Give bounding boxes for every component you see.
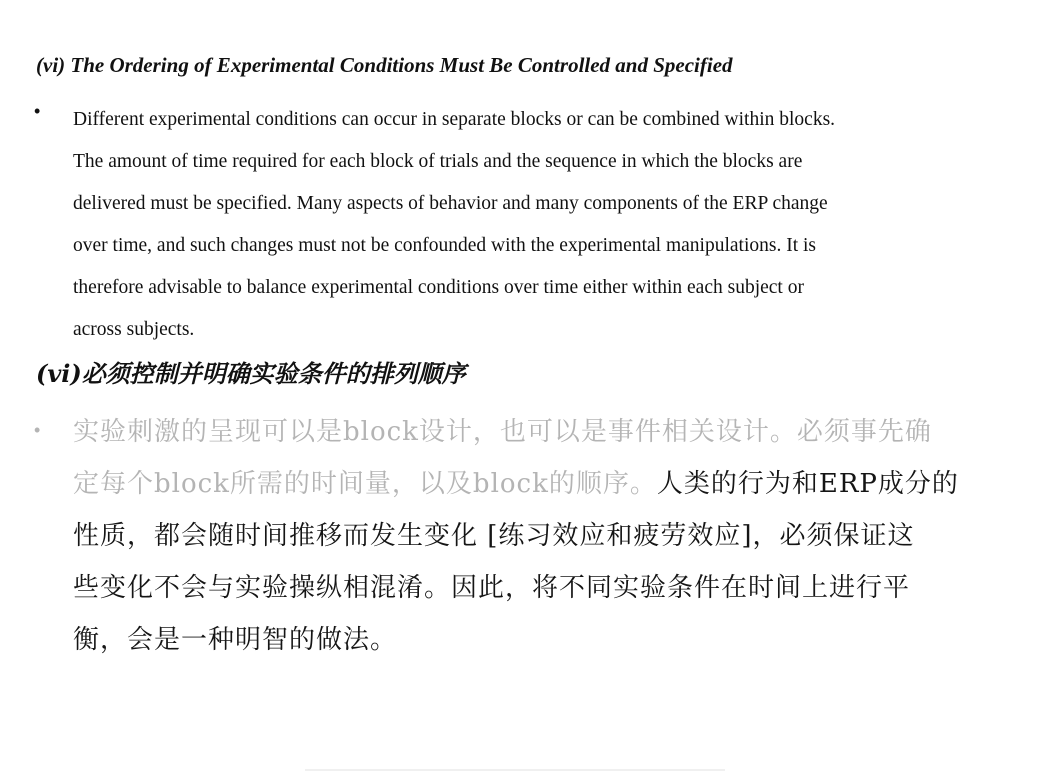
- english-heading: (vi) The Ordering of Experimental Conditions Must Be Controlled and Specified: [36, 53, 733, 77]
- chinese-bullet: •: [34, 420, 41, 440]
- divider: [305, 769, 725, 771]
- chinese-highlighted-text: 人类的行为和ERP成分的: [656, 469, 959, 499]
- english-line: therefore advisable to balance experimental conditions over time either within each subject or: [73, 277, 804, 298]
- chinese-line: 实验刺激的呈现可以是block设计，也可以是事件相关设计。必须事先确: [73, 417, 932, 447]
- english-line: across subjects.: [73, 319, 195, 340]
- chinese-heading: (vi)必须控制并明确实验条件的排列顺序: [36, 359, 466, 388]
- english-line: over time, and such changes must not be confounded with the experimental manipulations. It is: [73, 235, 816, 256]
- chinese-paragraph: [73, 406, 1023, 666]
- chinese-line: [73, 458, 1023, 510]
- chinese-line: 性质，都会随时间推移而发生变化 [练习效应和疲劳效应]，必须保证这: [73, 521, 915, 551]
- chinese-line: 些变化不会与实验操纵相混淆。因此，将不同实验条件在时间上进行平: [73, 573, 911, 603]
- chinese-line: 衡，会是一种明智的做法。: [73, 625, 398, 655]
- english-line: Different experimental conditions can occur in separate blocks or can be combined within blocks.: [73, 109, 836, 130]
- english-line: The amount of time required for each block of trials and the sequence in which the blocks are: [73, 151, 803, 172]
- english-paragraph: [73, 99, 1023, 351]
- english-line: delivered must be specified. Many aspects of behavior and many components of the ERP change: [73, 193, 828, 214]
- chinese-faded-text: 定每个block所需的时间量，以及block的顺序。: [73, 469, 657, 499]
- english-bullet: •: [34, 101, 41, 121]
